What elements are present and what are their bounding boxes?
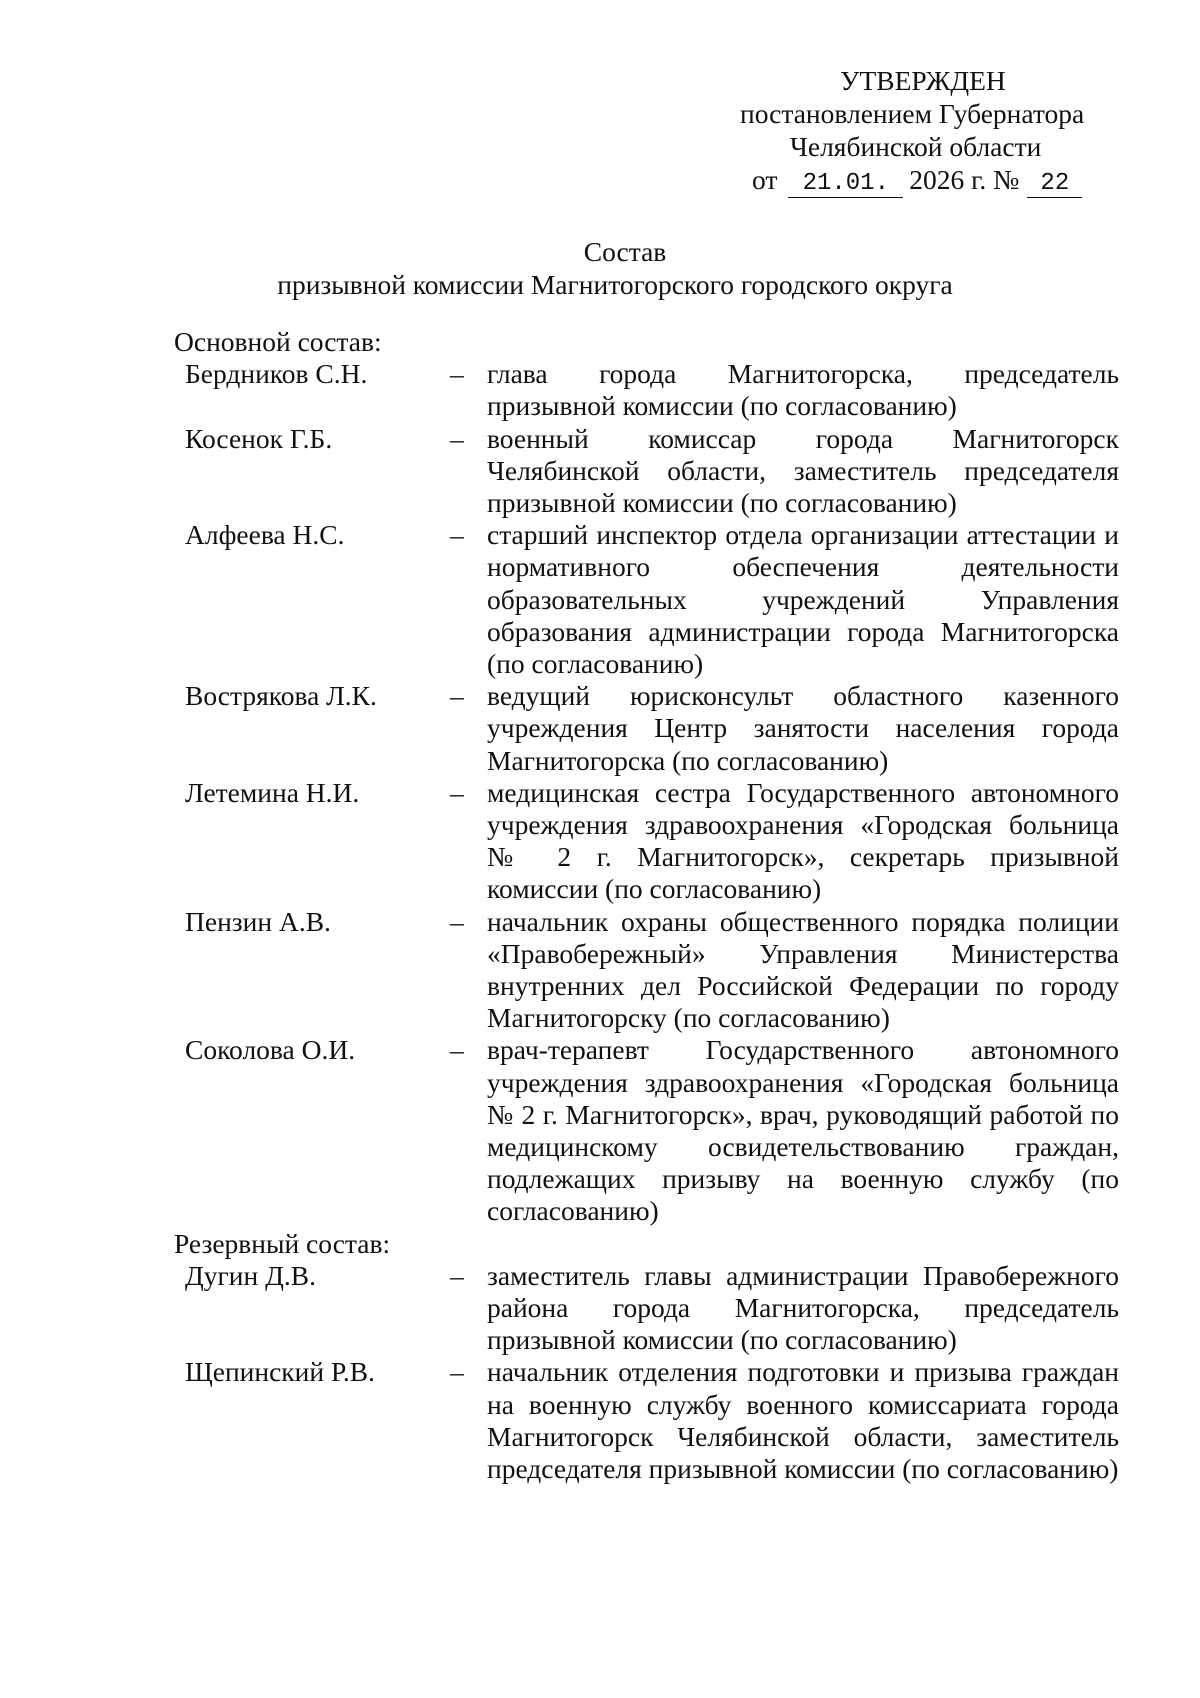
year-text: 2026 г. №: [909, 164, 1020, 195]
member-role: медицинская сестра Государственного автономного учреждения здравоохранения «Городская больница № 2 г. Магнитогорск», секретарь призывной комиссии (по согласованию): [487, 776, 1119, 905]
member-dash: –: [450, 1259, 464, 1291]
title-line-2: призывной комиссии Магнитогорского городского округа: [277, 269, 953, 300]
member-row: [174, 358, 1119, 422]
member-dash: –: [450, 1034, 464, 1066]
member-name: Алфеева Н.С.: [185, 519, 345, 551]
member-name: Пензин А.В.: [185, 905, 331, 937]
approval-date-line: [740, 163, 1160, 198]
member-row: [174, 1356, 1119, 1485]
member-name: Соколова О.И.: [185, 1034, 356, 1066]
decree-number-field: 22: [1027, 171, 1082, 198]
main-members-list: [174, 358, 1119, 1227]
approval-line-region: Челябинской области: [790, 131, 1042, 162]
title-line-1: Состав: [583, 236, 667, 267]
reserve-members-list: [174, 1260, 1119, 1485]
approval-line-decree: постановлением Губернатора: [740, 98, 1085, 129]
document-title: [0, 235, 1200, 301]
member-row: [174, 423, 1119, 520]
member-role: начальник охраны общественного порядка полиции «Правобережный» Управления Министерства внутренних дел Российской Федерации по городу Магнитогорску (по согласованию): [487, 905, 1119, 1034]
date-field: 21.01.: [788, 171, 903, 198]
approval-title: УТВЕРЖДЕН: [840, 65, 1006, 96]
main-section-heading: Основной состав:: [174, 326, 382, 357]
member-role: врач-терапевт Государственного автономного учреждения здравоохранения «Городская больница № 2 г. Магнитогорск», врач, руководящий работой по медицинскому освидетельствованию граждан, подлежащих призыву на военную службу (по согласованию): [487, 1034, 1119, 1227]
member-role: начальник отделения подготовки и призыва граждан на военную службу военного комиссариата города Магнитогорск Челябинской области, заместитель председателя призывной комиссии (по согласованию): [487, 1356, 1119, 1485]
members-listing: [174, 326, 1119, 1485]
member-dash: –: [450, 422, 464, 454]
member-name: Щепинский Р.В.: [185, 1356, 375, 1388]
approval-block: [740, 64, 1160, 198]
member-role: старший инспектор отдела организации аттестации и нормативного обеспечения деятельности образовательных учреждений Управления образования администрации города Магнитогорска (по согласованию): [487, 519, 1119, 680]
member-name: Косенок Г.Б.: [185, 422, 333, 454]
member-row: [174, 906, 1119, 1035]
member-dash: –: [450, 680, 464, 712]
member-row: [174, 1034, 1119, 1227]
member-role: ведущий юрисконсульт областного казенного учреждения Центр занятости населения города Магнитогорска (по согласованию): [487, 680, 1119, 776]
member-name: Дугин Д.В.: [185, 1259, 316, 1291]
member-row: [174, 519, 1119, 680]
reserve-section-heading: Резервный состав:: [174, 1227, 391, 1259]
member-name: Бердников С.Н.: [185, 358, 368, 390]
date-prefix: от: [752, 164, 778, 195]
member-role: заместитель главы администрации Правобережного района города Магнитогорска, председатель призывной комиссии (по согласованию): [487, 1259, 1119, 1356]
member-role: военный комиссар города Магнитогорск Челябинской области, заместитель председателя призывной комиссии (по согласованию): [487, 422, 1119, 518]
member-role: глава города Магнитогорска, председатель призывной комиссии (по согласованию): [487, 358, 1119, 422]
member-name: Летемина Н.И.: [185, 776, 360, 808]
member-dash: –: [450, 905, 464, 937]
member-row: [174, 680, 1119, 777]
member-dash: –: [450, 1356, 464, 1388]
member-row: [174, 1260, 1119, 1357]
member-name: Вострякова Л.К.: [185, 680, 377, 712]
member-dash: –: [450, 358, 464, 390]
member-row: [174, 777, 1119, 906]
member-dash: –: [450, 776, 464, 808]
member-dash: –: [450, 519, 464, 551]
